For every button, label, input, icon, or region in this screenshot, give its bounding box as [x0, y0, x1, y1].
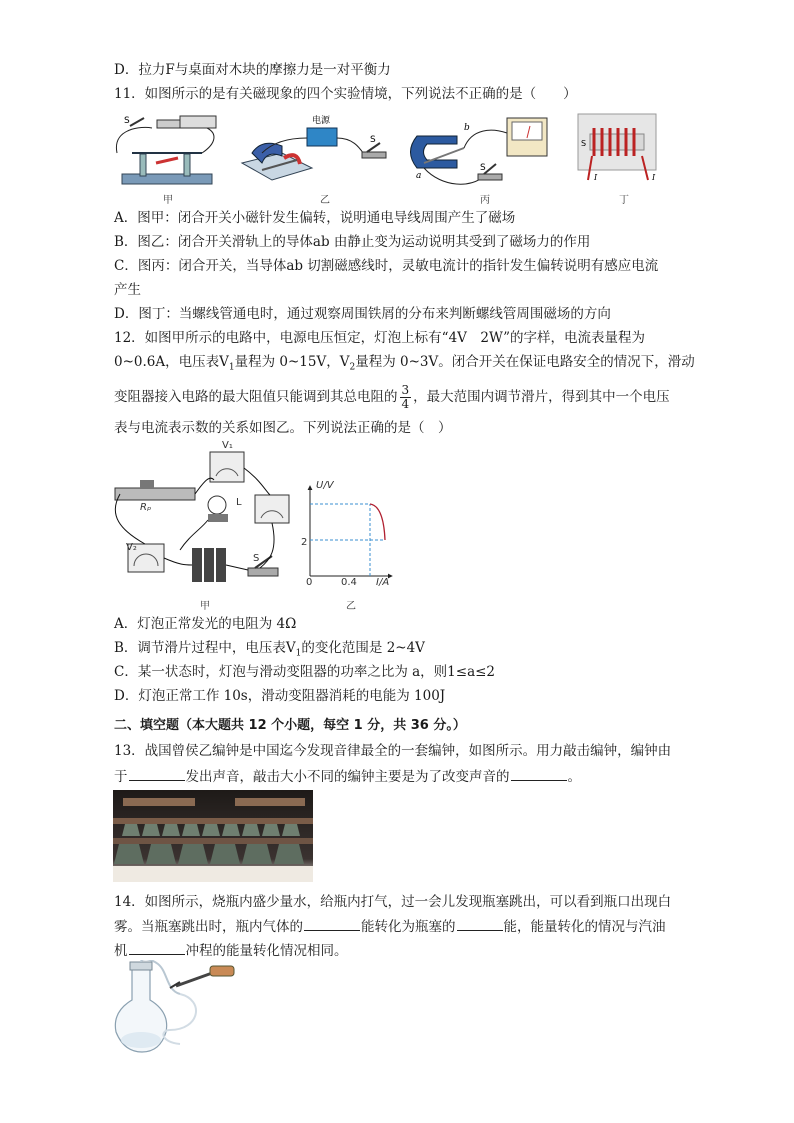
- q12-circuit-figure: [110, 440, 300, 600]
- label-v2: V₂: [126, 542, 137, 553]
- graph-x-label: I/A: [376, 577, 390, 588]
- section-heading: 二、填空题（本大题共 12 个小题，每空 1 分，共 36 分。）: [114, 718, 466, 733]
- graph-y-label: U/V: [316, 480, 334, 491]
- q11-option-c: C．图丙：闭合开关，当导体ab 切割磁感线时，灵敏电流计的指针发生偏转说明有感应电流: [114, 258, 659, 274]
- answer-blank[interactable]: [129, 940, 185, 955]
- answer-blank[interactable]: [129, 766, 185, 781]
- q14-stem-line2: 雾。当瓶塞跳出时，瓶内气体的 能转化为瓶塞的 能，能量转化的情况与汽油: [114, 916, 666, 937]
- fig-jia-apparatus: [116, 116, 216, 184]
- q12-option-b: B．调节滑片过程中，电压表$V_1$的变化范围是 2~4V: [114, 640, 425, 659]
- fig-ding-apparatus: [578, 114, 656, 180]
- flask-pump-figure: [110, 960, 240, 1056]
- bianzhong-photo: [113, 790, 313, 882]
- fig-ding-s-label: S: [581, 139, 587, 148]
- caption-jia: 甲: [163, 195, 173, 206]
- q12-stem-line1: 12．如图甲所示的电路中，电源电压恒定，灯泡上标有“4V 2W”的字样，电流表量程为: [114, 330, 646, 346]
- q12-option-c: C．某一状态时，灯泡与滑动变阻器的功率之比为 a，则1≤a≤2: [114, 664, 496, 680]
- fig-bing-b-label: b: [464, 123, 470, 133]
- caption-bing: 丙: [480, 195, 490, 206]
- q11-figures: [112, 108, 682, 208]
- answer-blank[interactable]: [304, 916, 360, 931]
- q12-stem-line3: 变阻器接入电路的最大阻值只能调到其总电阻的 $\frac{3}{4}$ ，最大范围内调节滑片，得到其中一个电压: [114, 383, 670, 411]
- q13-stem-line1: 13．战国曾侯乙编钟是中国迄今发现音律最全的一套编钟，如图所示。用力敲击编钟，编钟由: [114, 743, 672, 759]
- fig-bing-s-label: S: [480, 163, 486, 173]
- label-v1: V₁: [222, 440, 233, 451]
- q12-stem-line4: 表与电流表示数的关系如图乙。下列说法正确的是（ ）: [114, 420, 452, 436]
- q11-stem: 11．如图所示的是有关磁现象的四个实验情境，下列说法不正确的是（ ）: [114, 86, 577, 102]
- q10-option-d: D．拉力F与桌面对木块的摩擦力是一对平衡力: [114, 62, 391, 78]
- q11-option-b: B．图乙：闭合开关滑轨上的导体ab 由静止变为运动说明其受到了磁场力的作用: [114, 234, 591, 250]
- fig-jia-s-label: S: [124, 116, 130, 126]
- q12-stem-line2: 0~0.6A，电压表$V_1$量程为 0~15V，$V_2$量程为 0~3V。闭合开关在保证电路安全的情况下，滑动: [114, 354, 695, 373]
- graph-x-tick: 0.4: [341, 577, 357, 588]
- graph-y-tick: 2: [301, 537, 308, 548]
- caption-circuit-jia: 甲: [200, 601, 210, 612]
- graph-curve: [370, 504, 385, 540]
- answer-blank[interactable]: [457, 916, 503, 931]
- q11-option-c-continued: 产生: [114, 282, 141, 298]
- fraction-three-quarters: $\frac{3}{4}$: [401, 383, 410, 411]
- fig-yi-s-label: S: [370, 135, 376, 145]
- q11-option-d: D．图丁：当螺线管通电时，通过观察周围铁屑的分布来判断螺线管周围磁场的方向: [114, 306, 611, 322]
- q13-stem-line2: 于 发出声音，敲击大小不同的编钟主要是为了改变声音的 。: [114, 766, 581, 787]
- q12-option-d: D．灯泡正常工作 10s，滑动变阻器消耗的电能为 100J: [114, 688, 446, 704]
- caption-yi: 乙: [320, 195, 330, 206]
- q14-stem-line3: 机 冲程的能量转化情况相同。: [114, 940, 348, 961]
- fig-yi-power-label: 电源: [312, 116, 331, 126]
- label-s: S: [253, 553, 260, 564]
- fig-ding-i-left: I: [594, 173, 598, 182]
- q12-option-a: A．灯泡正常发光的电阻为 4Ω: [114, 616, 297, 632]
- fig-ding-i-right: I: [652, 173, 656, 182]
- q12-graph: [300, 478, 400, 590]
- label-l: L: [236, 497, 242, 508]
- fig-yi-apparatus: [242, 128, 386, 180]
- caption-ding: 丁: [619, 195, 629, 206]
- answer-blank[interactable]: [511, 766, 567, 781]
- q11-option-a: A．图甲：闭合开关小磁针发生偏转，说明通电导线周围产生了磁场: [114, 210, 516, 226]
- fig-bing-apparatus: [411, 118, 548, 184]
- label-rp: Rₚ: [140, 502, 152, 513]
- fig-bing-a-label: a: [416, 171, 422, 181]
- q14-stem-line1: 14．如图所示，烧瓶内盛少量水，给瓶内打气，过一会儿发现瓶塞跳出，可以看到瓶口出现白: [114, 894, 672, 910]
- graph-origin: 0: [306, 577, 313, 588]
- caption-graph-yi: 乙: [346, 601, 356, 612]
